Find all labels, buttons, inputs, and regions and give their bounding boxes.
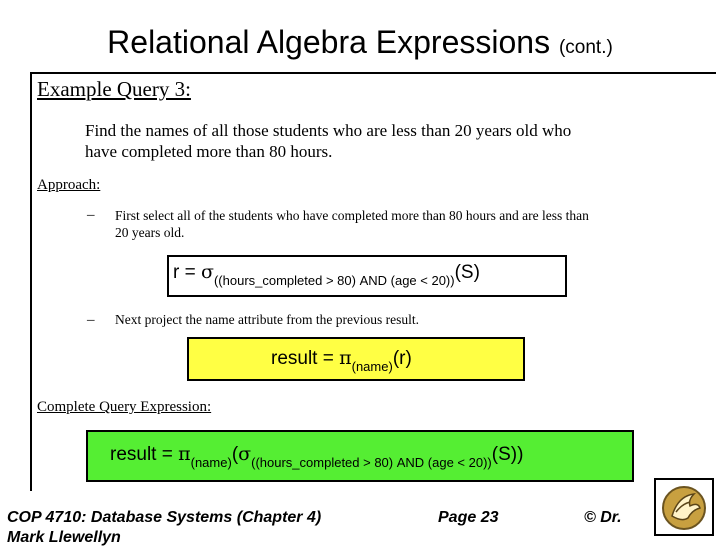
- pi-symbol: π: [339, 347, 352, 369]
- complete-query-heading: Complete Query Expression:: [37, 399, 212, 415]
- ucf-pegasus-logo-icon: [654, 478, 714, 536]
- step-1-line-1: First select all of the students who have completed more than 80 hours and are less than: [115, 208, 589, 223]
- footer-author: Mark Llewellyn: [7, 529, 121, 546]
- footer-copyright: © Dr.: [584, 509, 622, 526]
- footer-page-number: Page 23: [438, 509, 499, 526]
- complete-lhs: result =: [110, 444, 179, 465]
- step-1-text: [115, 207, 685, 241]
- projection-expression: [271, 347, 412, 374]
- complete-condition: ((hours_completed > 80) AND (age < 20)): [251, 455, 492, 470]
- complete-open-paren: (: [231, 444, 239, 465]
- complete-expression: [110, 443, 523, 470]
- complete-pi-symbol: π: [178, 443, 191, 465]
- selection-relation: (S): [454, 262, 480, 283]
- question-line-2: have completed more than 80 hours.: [85, 142, 333, 161]
- example-heading: Example Query 3:: [37, 77, 191, 101]
- complete-sigma-symbol: σ: [238, 443, 252, 465]
- query-question: [85, 120, 685, 162]
- complete-relation: (S)): [491, 444, 524, 465]
- complete-attrs: (name): [190, 455, 232, 470]
- selection-lhs: r =: [173, 262, 201, 283]
- title-suffix: (cont.): [558, 37, 613, 58]
- selection-condition: ((hours_completed > 80) AND (age < 20)): [213, 273, 455, 288]
- step-2-text: Next project the name attribute from the previous result.: [115, 312, 420, 327]
- title-text: Relational Algebra Expressions: [107, 24, 551, 60]
- footer-course: COP 4710: Database Systems (Chapter 4): [7, 509, 322, 526]
- projection-lhs: result =: [271, 348, 340, 369]
- projection-expression-box: [187, 337, 525, 381]
- question-line-1: Find the names of all those students who are less than 20 years old who: [85, 121, 572, 140]
- projection-attrs: (name): [351, 359, 393, 374]
- step-2-dash: –: [87, 312, 95, 328]
- step-1-line-2: 20 years old.: [115, 225, 185, 240]
- sigma-symbol: σ: [200, 261, 214, 283]
- step-1-dash: –: [87, 207, 95, 223]
- selection-expression: [173, 261, 480, 288]
- selection-expression-box: [167, 255, 567, 297]
- projection-relation: (r): [392, 348, 412, 369]
- slide-title: [0, 22, 720, 68]
- complete-expression-box: [86, 430, 634, 482]
- approach-heading: Approach:: [37, 177, 101, 193]
